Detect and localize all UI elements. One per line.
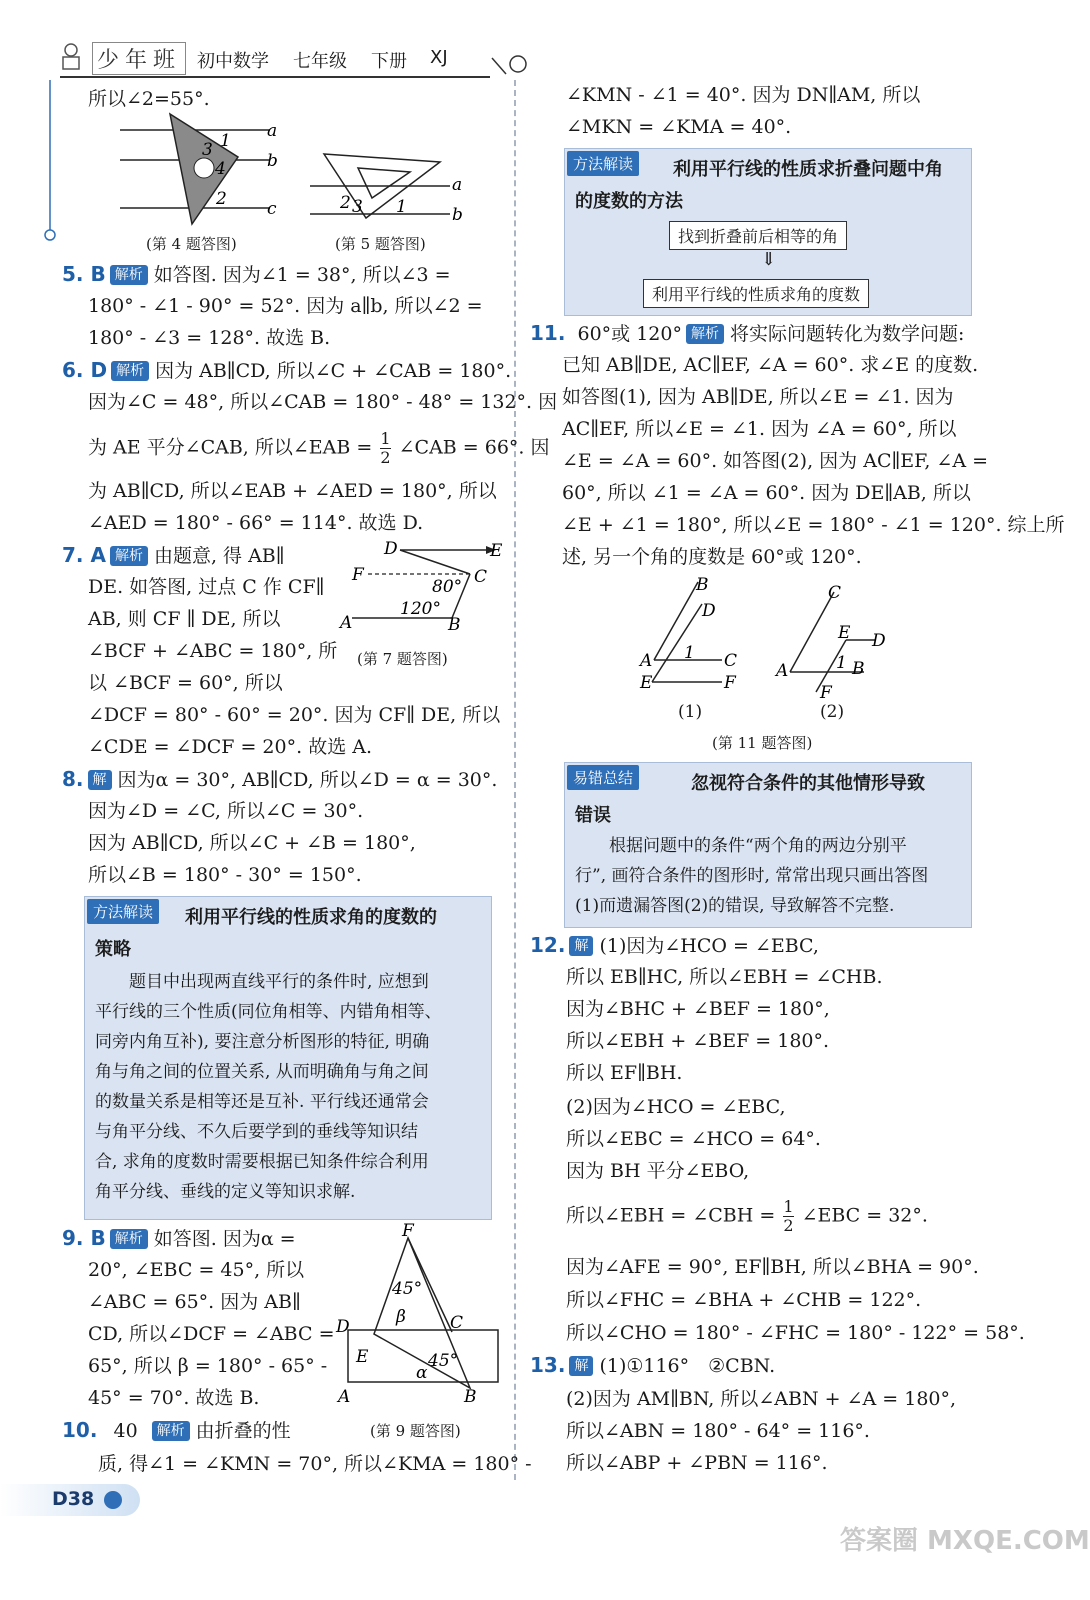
box-line: 合, 求角的度数时需要根据已知条件综合利用 xyxy=(95,1152,429,1172)
q9-line-3: ∠ABC = 65°. 因为 AB∥ xyxy=(88,1291,301,1313)
svg-text:45°: 45° xyxy=(428,1351,459,1371)
svg-text:45°: 45° xyxy=(392,1279,423,1299)
q11-line-6: 60°, 所以 ∠1 = ∠A = 60°. 因为 DE∥AB, 所以 xyxy=(562,482,971,504)
q8-line-2: 因为∠D = ∠C, 所以∠C = 30°. xyxy=(88,800,364,822)
q11-line-1: 11. 60°或 120° 解析 将实际问题转化为数学问题: xyxy=(530,321,965,345)
q12-line: 所以∠EBH + ∠BEF = 180°. xyxy=(566,1030,830,1052)
question-number: 11. xyxy=(530,321,566,345)
q5-line-2: 180° - ∠1 - 90° = 52°. 因为 a∥b, 所以∠2 = xyxy=(88,295,483,317)
q9-line-1: 9. B 解析 如答图. 因为α = xyxy=(62,1226,296,1250)
header-rule xyxy=(60,76,490,78)
flow-step-1: 找到折叠前后相等的角 xyxy=(669,221,847,250)
svg-text:E: E xyxy=(356,1347,369,1367)
q11-line-7: ∠E + ∠1 = 180°, 所以∠E = 180° - ∠1 = 120°. 综上所 xyxy=(562,514,1065,536)
figure-9-caption: (第 9 题答图) xyxy=(370,1422,461,1440)
figure-5 xyxy=(310,150,470,234)
svg-text:E: E xyxy=(490,541,503,561)
q8-line-4: 所以∠B = 180° - 30° = 150°. xyxy=(88,864,362,886)
question-number: 13. xyxy=(530,1353,566,1377)
method-tag: 方法解读 xyxy=(87,899,159,924)
svg-text:80°: 80° xyxy=(432,577,463,597)
q13-line-1: 13. 解 (1)①116° ②CBN. xyxy=(530,1353,776,1377)
svg-text:α: α xyxy=(416,1363,428,1383)
svg-text:C: C xyxy=(474,567,488,587)
error-summary-box xyxy=(564,762,972,928)
header-edition: XJ xyxy=(430,47,448,68)
q12-fraction-line: 所以∠EBH = ∠CBH = $\frac{1}{2}$ ∠EBC = 32°. xyxy=(566,1197,928,1235)
header-deco-icon xyxy=(492,48,532,82)
page-number: D38 xyxy=(52,1488,95,1510)
box-line: 行”, 画符合条件的图形时, 常常出现只画出答图 xyxy=(575,866,929,886)
watermark: 答案圈 MXQE.COM xyxy=(840,1526,1090,1556)
q9-line-6: 45° = 70°. 故选 B. xyxy=(88,1387,260,1409)
q12-line-1: 12. 解 (1)因为∠HCO = ∠EBC, xyxy=(530,933,819,957)
analysis-tag: 解析 xyxy=(110,265,148,285)
figure-4 xyxy=(120,112,290,231)
svg-text:b: b xyxy=(452,205,463,225)
box-line: 与角平分线、不久后要学到的垂线等知识结 xyxy=(95,1122,418,1142)
q9-line-2: 20°, ∠EBC = 45°, 所以 xyxy=(88,1259,305,1281)
answer: 60°或 120° xyxy=(577,323,682,345)
svg-text:E: E xyxy=(838,623,851,643)
question-number: 12. xyxy=(530,933,566,957)
svg-text:A: A xyxy=(340,613,353,633)
q11-line-5: ∠E = ∠A = 60°. 如答图(2), 因为 AC∥EF, ∠A = xyxy=(562,450,989,472)
fraction: $\frac{1}{2}$ xyxy=(380,429,391,467)
box-line: 题目中出现两直线平行的条件时, 应想到 xyxy=(95,972,429,992)
svg-text:F: F xyxy=(352,565,364,585)
svg-text:2: 2 xyxy=(340,193,351,213)
figure-11-sub-2: (2) xyxy=(820,702,845,722)
svg-text:F: F xyxy=(820,683,832,703)
svg-text:120°: 120° xyxy=(400,599,441,619)
question-number: 8. xyxy=(62,767,84,791)
svg-text:D: D xyxy=(702,601,716,621)
figure-11-caption: (第 11 题答图) xyxy=(712,734,813,752)
figure-7 xyxy=(340,538,510,642)
box-title: 利用平行线的性质求折叠问题中角 xyxy=(673,159,943,180)
margin-pin-icon xyxy=(40,80,60,254)
method-tag: 方法解读 xyxy=(567,151,639,176)
q9-line-5: 65°, 所以 β = 180° - 65° - xyxy=(88,1355,328,1377)
q11-line-4: AC∥EF, 所以∠E = ∠1. 因为 ∠A = 60°, 所以 xyxy=(562,418,957,440)
box-title: 错误 xyxy=(575,805,611,826)
method-box-2 xyxy=(564,148,972,316)
question-number: 7. A xyxy=(62,543,106,567)
q13-line: 所以∠ABP + ∠PBN = 116°. xyxy=(566,1452,828,1474)
answer: 40 xyxy=(113,1420,138,1442)
q10-line-1: 10. 40 解析 由折叠的性 xyxy=(62,1418,291,1442)
box-title: 的度数的方法 xyxy=(575,191,683,212)
q6-line-1: 6. D 解析 因为 AB∥CD, 所以∠C + ∠CAB = 180°. xyxy=(62,358,512,382)
question-number: 10. xyxy=(62,1418,98,1442)
q8-line-3: 因为 AB∥CD, 所以∠C + ∠B = 180°, xyxy=(88,832,416,854)
q11-line-3: 如答图(1), 因为 AB∥DE, 所以∠E = ∠1. 因为 xyxy=(562,386,954,408)
header-subject: 初中数学 xyxy=(197,51,269,72)
question-number: 5. B xyxy=(62,262,106,286)
q13-line: 所以∠ABN = 180° - 64° = 116°. xyxy=(566,1420,870,1442)
q12-line: 因为∠AFE = 90°, EF∥BH, 所以∠BHA = 90°. xyxy=(566,1256,979,1278)
text-line: 所以∠2=55°. xyxy=(88,88,210,110)
q13-line: (2)因为 AM∥BN, 所以∠ABN + ∠A = 180°, xyxy=(566,1388,957,1410)
page-badge-icon xyxy=(104,1491,122,1509)
svg-text:B: B xyxy=(464,1387,477,1407)
figure-11 xyxy=(640,572,900,706)
q8-line-1: 8. 解 因为α = 30°, AB∥CD, 所以∠D = α = 30°. xyxy=(62,767,498,791)
q7-line-6: ∠DCF = 80° - 60° = 20°. 因为 CF∥ DE, 所以 xyxy=(88,704,501,726)
box-title: 忽视符合条件的其他情形导致 xyxy=(691,773,925,794)
box-line: 根据问题中的条件“两个角的两边分别平 xyxy=(575,836,907,856)
q7-line-1: 7. A 解析 由题意, 得 AB∥ xyxy=(62,543,285,567)
box-title: 策略 xyxy=(95,939,131,960)
q6-line-2: 因为∠C = 48°, 所以∠CAB = 180° - 48° = 132°. 因 xyxy=(88,391,558,413)
svg-text:2: 2 xyxy=(216,189,227,209)
svg-text:A: A xyxy=(338,1387,351,1407)
svg-text:4: 4 xyxy=(215,159,226,179)
q7-line-7: ∠CDE = ∠DCF = 20°. 故选 A. xyxy=(88,736,372,758)
q7-line-5: 以 ∠BCF = 60°, 所以 xyxy=(88,672,283,694)
mascot-icon xyxy=(58,42,84,72)
question-number: 9. B xyxy=(62,1226,106,1250)
svg-text:a: a xyxy=(267,121,278,141)
figure-9 xyxy=(330,1222,510,1416)
column-divider xyxy=(514,80,516,1480)
svg-text:D: D xyxy=(384,539,398,559)
question-number: 6. D xyxy=(62,358,108,382)
q6-line-3: 为 AE 平分∠CAB, 所以∠EAB = $\frac{1}{2}$ ∠CAB = 66°. 因 xyxy=(88,429,550,467)
svg-text:F: F xyxy=(724,673,736,693)
flow-step-2: 利用平行线的性质求角的度数 xyxy=(643,279,869,308)
box-line: 同旁内角互补), 要注意分析图形的特征, 明确 xyxy=(95,1032,430,1052)
q7-line-4: ∠BCF + ∠ABC = 180°, 所 xyxy=(88,640,338,662)
figure-4-caption: (第 4 题答图) xyxy=(146,235,237,253)
analysis-tag: 解析 xyxy=(686,324,724,344)
box-line: (1)而遗漏答图(2)的错误, 导致解答不完整. xyxy=(575,896,895,916)
svg-text:3: 3 xyxy=(352,197,363,217)
q11-line-2: 已知 AB∥DE, AC∥EF, ∠A = 60°. 求∠E 的度数. xyxy=(562,354,979,376)
q7-line-2: DE. 如答图, 过点 C 作 CF∥ xyxy=(88,576,325,598)
q12-line: 所以 EF∥BH. xyxy=(566,1062,683,1084)
svg-text:β: β xyxy=(396,1307,406,1327)
svg-text:c: c xyxy=(267,199,277,219)
svg-text:A: A xyxy=(640,651,653,671)
q5-line-1: 5. B 解析 如答图. 因为∠1 = 38°, 所以∠3 = xyxy=(62,262,451,286)
header-volume: 下册 xyxy=(371,51,407,72)
svg-text:1: 1 xyxy=(396,197,407,217)
solution-tag: 解 xyxy=(569,936,593,956)
q7-line-3: AB, 则 CF ∥ DE, 所以 xyxy=(88,608,281,630)
figure-5-caption: (第 5 题答图) xyxy=(335,235,426,253)
q5-line-3: 180° - ∠3 = 128°. 故选 B. xyxy=(88,327,331,349)
q10-line-2: 质, 得∠1 = ∠KMN = 70°, 所以∠KMA = 180° - xyxy=(98,1453,532,1475)
svg-text:1: 1 xyxy=(220,131,231,151)
box-line: 角平分线、垂线的定义等知识求解. xyxy=(95,1182,356,1202)
svg-text:C: C xyxy=(450,1313,464,1333)
svg-text:D: D xyxy=(872,631,886,651)
box-line: 角与角之间的位置关系, 从而明确角与角之间 xyxy=(95,1062,429,1082)
q6-line-5: ∠AED = 180° - 66° = 114°. 故选 D. xyxy=(88,512,424,534)
box-title: 利用平行线的性质求角的度数的 xyxy=(185,907,437,928)
figure-7-caption: (第 7 题答图) xyxy=(357,650,448,668)
svg-text:B: B xyxy=(696,575,709,595)
method-box-1 xyxy=(84,896,492,1220)
svg-text:1: 1 xyxy=(684,643,695,663)
q12-line: 所以∠FHC = ∠BHA + ∠CHB = 122°. xyxy=(566,1289,922,1311)
flow-arrow-icon: ⇓ xyxy=(761,249,777,270)
solution-tag: 解 xyxy=(569,1356,593,1376)
box-line: 平行线的三个性质(同位角相等、内错角相等、 xyxy=(95,1002,442,1022)
q12-line: (2)因为∠HCO = ∠EBC, xyxy=(566,1096,786,1118)
q12-line: 因为∠BHC + ∠BEF = 180°, xyxy=(566,998,830,1020)
q12-line: 所以 EB∥HC, 所以∠EBH = ∠CHB. xyxy=(566,966,883,988)
analysis-tag: 解析 xyxy=(111,361,149,381)
analysis-tag: 解析 xyxy=(110,1229,148,1249)
figure-11-sub-1: (1) xyxy=(678,702,703,722)
svg-text:C: C xyxy=(724,651,738,671)
header-grade: 七年级 xyxy=(293,51,347,72)
svg-text:F: F xyxy=(402,1221,414,1241)
text-line: ∠KMN - ∠1 = 40°. 因为 DN∥AM, 所以 xyxy=(566,84,921,106)
svg-text:3: 3 xyxy=(202,140,213,160)
brand-logo: 少年班 xyxy=(92,42,186,75)
page-number-badge xyxy=(0,1484,140,1516)
q9-line-4: CD, 所以∠DCF = ∠ABC = xyxy=(88,1323,335,1345)
svg-text:b: b xyxy=(267,151,278,171)
q12-line: 因为 BH 平分∠EBO, xyxy=(566,1160,750,1182)
svg-text:A: A xyxy=(776,661,789,681)
svg-text:a: a xyxy=(452,175,463,195)
svg-text:1: 1 xyxy=(836,653,847,673)
fraction: $\frac{1}{2}$ xyxy=(783,1197,794,1235)
svg-text:C: C xyxy=(828,583,842,603)
svg-text:D: D xyxy=(336,1317,350,1337)
svg-text:B: B xyxy=(852,659,865,679)
q12-line: 所以∠CHO = 180° - ∠FHC = 180° - 122° = 58°. xyxy=(566,1322,1025,1344)
text-line: ∠MKN = ∠KMA = 40°. xyxy=(566,116,792,138)
error-tag: 易错总结 xyxy=(567,765,639,790)
box-line: 的数量关系是相等还是互补. 平行线还通常会 xyxy=(95,1092,429,1112)
analysis-tag: 解析 xyxy=(110,546,148,566)
q11-line-8: 述, 另一个角的度数是 60°或 120°. xyxy=(562,546,862,568)
q12-line: 所以∠EBC = ∠HCO = 64°. xyxy=(566,1128,821,1150)
svg-text:E: E xyxy=(640,673,653,693)
analysis-tag: 解析 xyxy=(152,1421,190,1441)
svg-text:B: B xyxy=(448,615,461,635)
q6-line-4: 为 AB∥CD, 所以∠EAB + ∠AED = 180°, 所以 xyxy=(88,480,497,502)
solution-tag: 解 xyxy=(88,770,112,790)
